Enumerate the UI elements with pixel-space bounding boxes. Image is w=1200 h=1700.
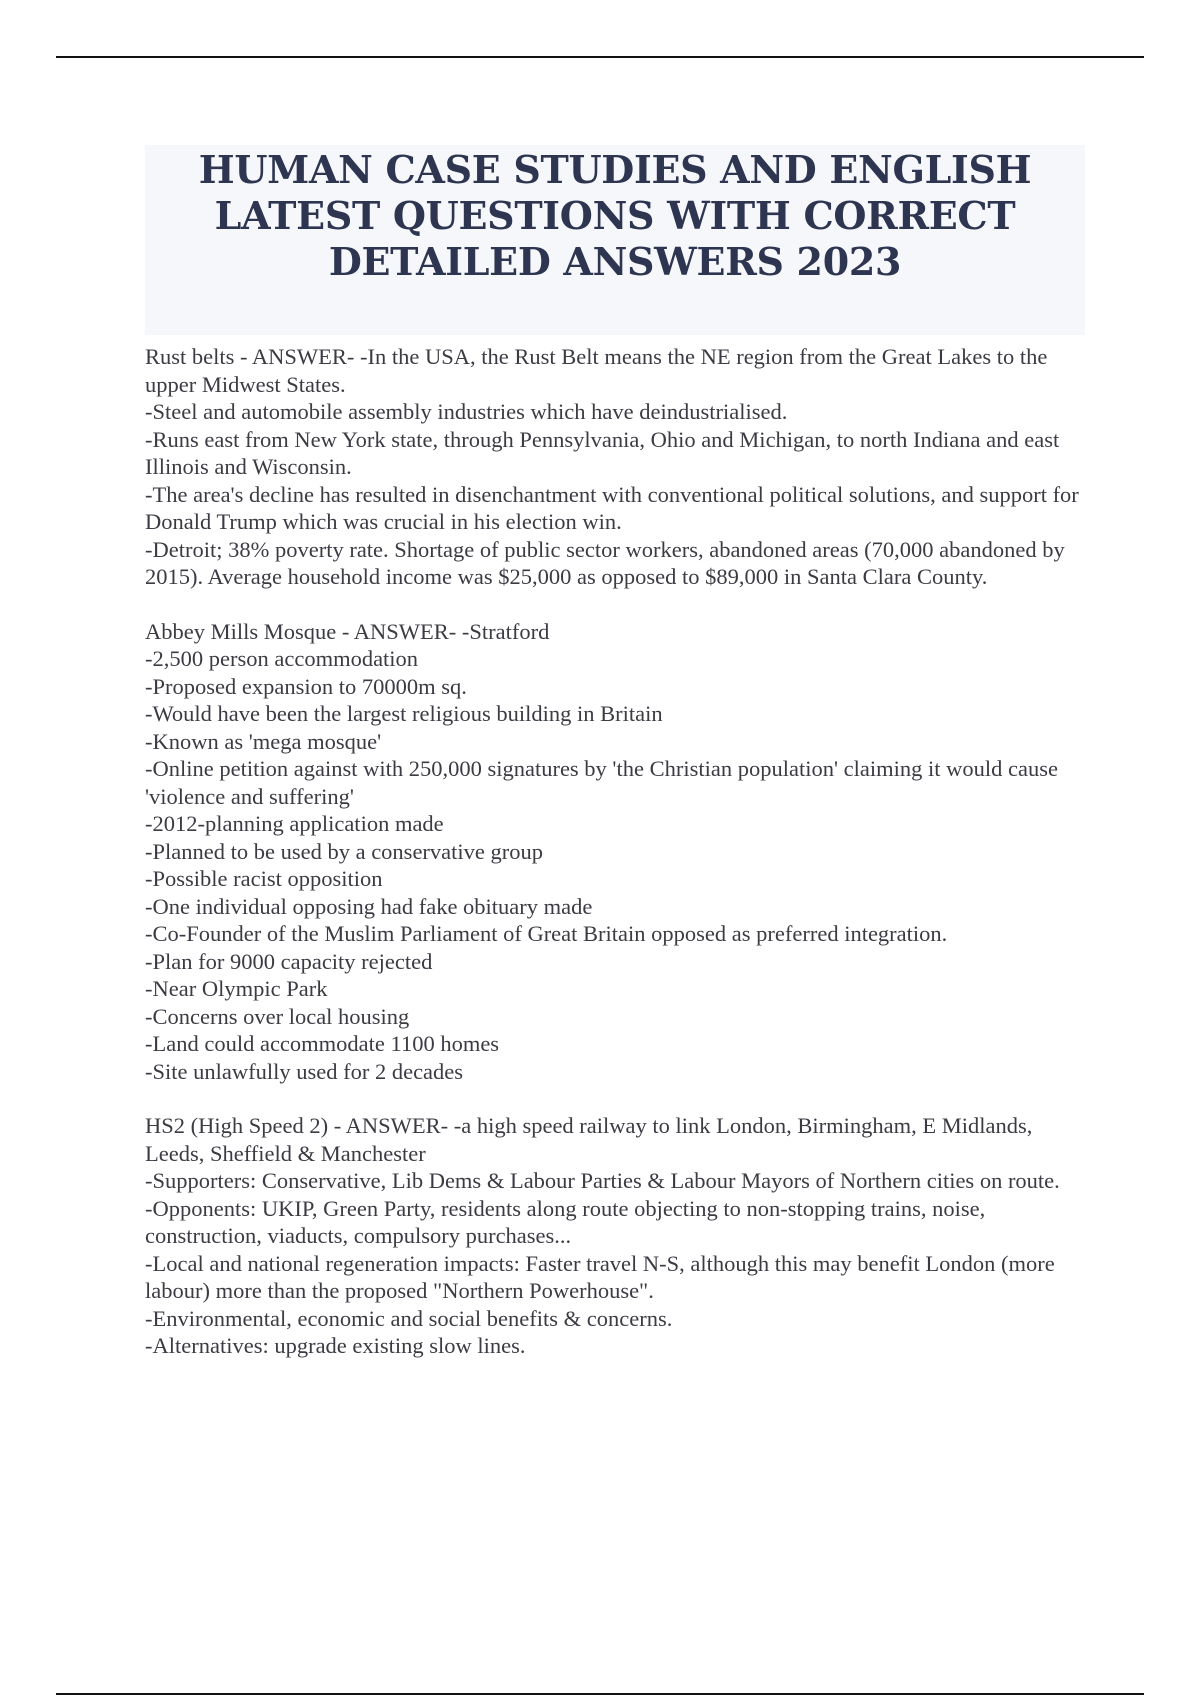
qa-line: -Possible racist opposition <box>145 866 383 891</box>
qa-line: -Steel and automobile assembly industries which have deindustrialised. <box>145 399 788 424</box>
qa-line: -Land could accommodate 1100 homes <box>145 1031 500 1056</box>
document-body <box>145 145 1085 1360</box>
qa-line: -2012-planning application made <box>145 811 444 836</box>
qa-section-hs2 <box>145 1112 1085 1360</box>
qa-line: -Proposed expansion to 70000m sq. <box>145 673 467 699</box>
qa-section-abbey-mills-mosque <box>145 618 1085 1086</box>
qa-line: -2,500 person accommodation <box>145 646 419 671</box>
qa-line: -One individual opposing had fake obituary made <box>145 893 593 919</box>
qa-line: -Site unlawfully used for 2 decades <box>145 1058 464 1084</box>
bottom-divider <box>56 1693 1144 1695</box>
qa-line: -Concerns over local housing <box>145 1003 410 1029</box>
qa-line: -Plan for 9000 capacity rejected <box>145 948 433 974</box>
qa-line: -Supporters: Conservative, Lib Dems & Labour Parties & Labour Mayors of Northern cities on route. <box>145 1168 1060 1193</box>
top-divider <box>56 56 1144 58</box>
document-title: HUMAN CASE STUDIES AND ENGLISH LATEST QUESTIONS WITH CORRECT DETAILED ANSWERS 2023 <box>198 147 1032 284</box>
qa-line: -Near Olympic Park <box>145 976 328 1001</box>
qa-line: -Runs east from New York state, through Pennsylvania, Ohio and Michigan, to north Indiana and east Illinois and Wisconsin. <box>145 426 1060 479</box>
qa-line: Abbey Mills Mosque - ANSWER- -Stratford <box>145 618 550 644</box>
qa-line: -Opponents: UKIP, Green Party, residents along route objecting to non-stopping trains, noise, construction, viaducts, compulsory purchases... <box>145 1195 986 1248</box>
qa-line: -Planned to be used by a conservative group <box>145 838 544 864</box>
qa-section-rust-belts <box>145 343 1085 591</box>
qa-line: -Local and national regeneration impacts: Faster travel N-S, although this may benefit London (more labour) more than the proposed "Northern Powerhouse". <box>145 1250 1055 1303</box>
qa-line: Rust belts - ANSWER- -In the USA, the Rust Belt means the NE region from the Great Lakes to the upper Midwest States. <box>145 344 1048 397</box>
qa-line: -Online petition against with 250,000 signatures by 'the Christian population' claiming it would cause 'violence and suffering' <box>145 756 1058 809</box>
qa-line: -Detroit; 38% poverty rate. Shortage of public sector workers, abandoned areas (70,000 abandoned by 2015). Average household income was $25,000 as opposed to $89,000 in Santa Clara County. <box>145 536 1065 589</box>
qa-sections <box>145 343 1085 1360</box>
qa-line: -Would have been the largest religious building in Britain <box>145 701 663 726</box>
qa-line: -The area's decline has resulted in disenchantment with conventional political solutions, and support for Donald Trump which was crucial in his election win. <box>145 481 1079 534</box>
qa-line: -Environmental, economic and social benefits & concerns. <box>145 1305 673 1331</box>
qa-line: HS2 (High Speed 2) - ANSWER- -a high speed railway to link London, Birmingham, E Midlands, Leeds, Sheffield & Manchester <box>145 1113 1033 1166</box>
title-banner <box>145 145 1085 335</box>
qa-line: -Co-Founder of the Muslim Parliament of Great Britain opposed as preferred integration. <box>145 921 948 946</box>
qa-line: -Alternatives: upgrade existing slow lines. <box>145 1333 526 1358</box>
qa-line: -Known as 'mega mosque' <box>145 728 382 754</box>
